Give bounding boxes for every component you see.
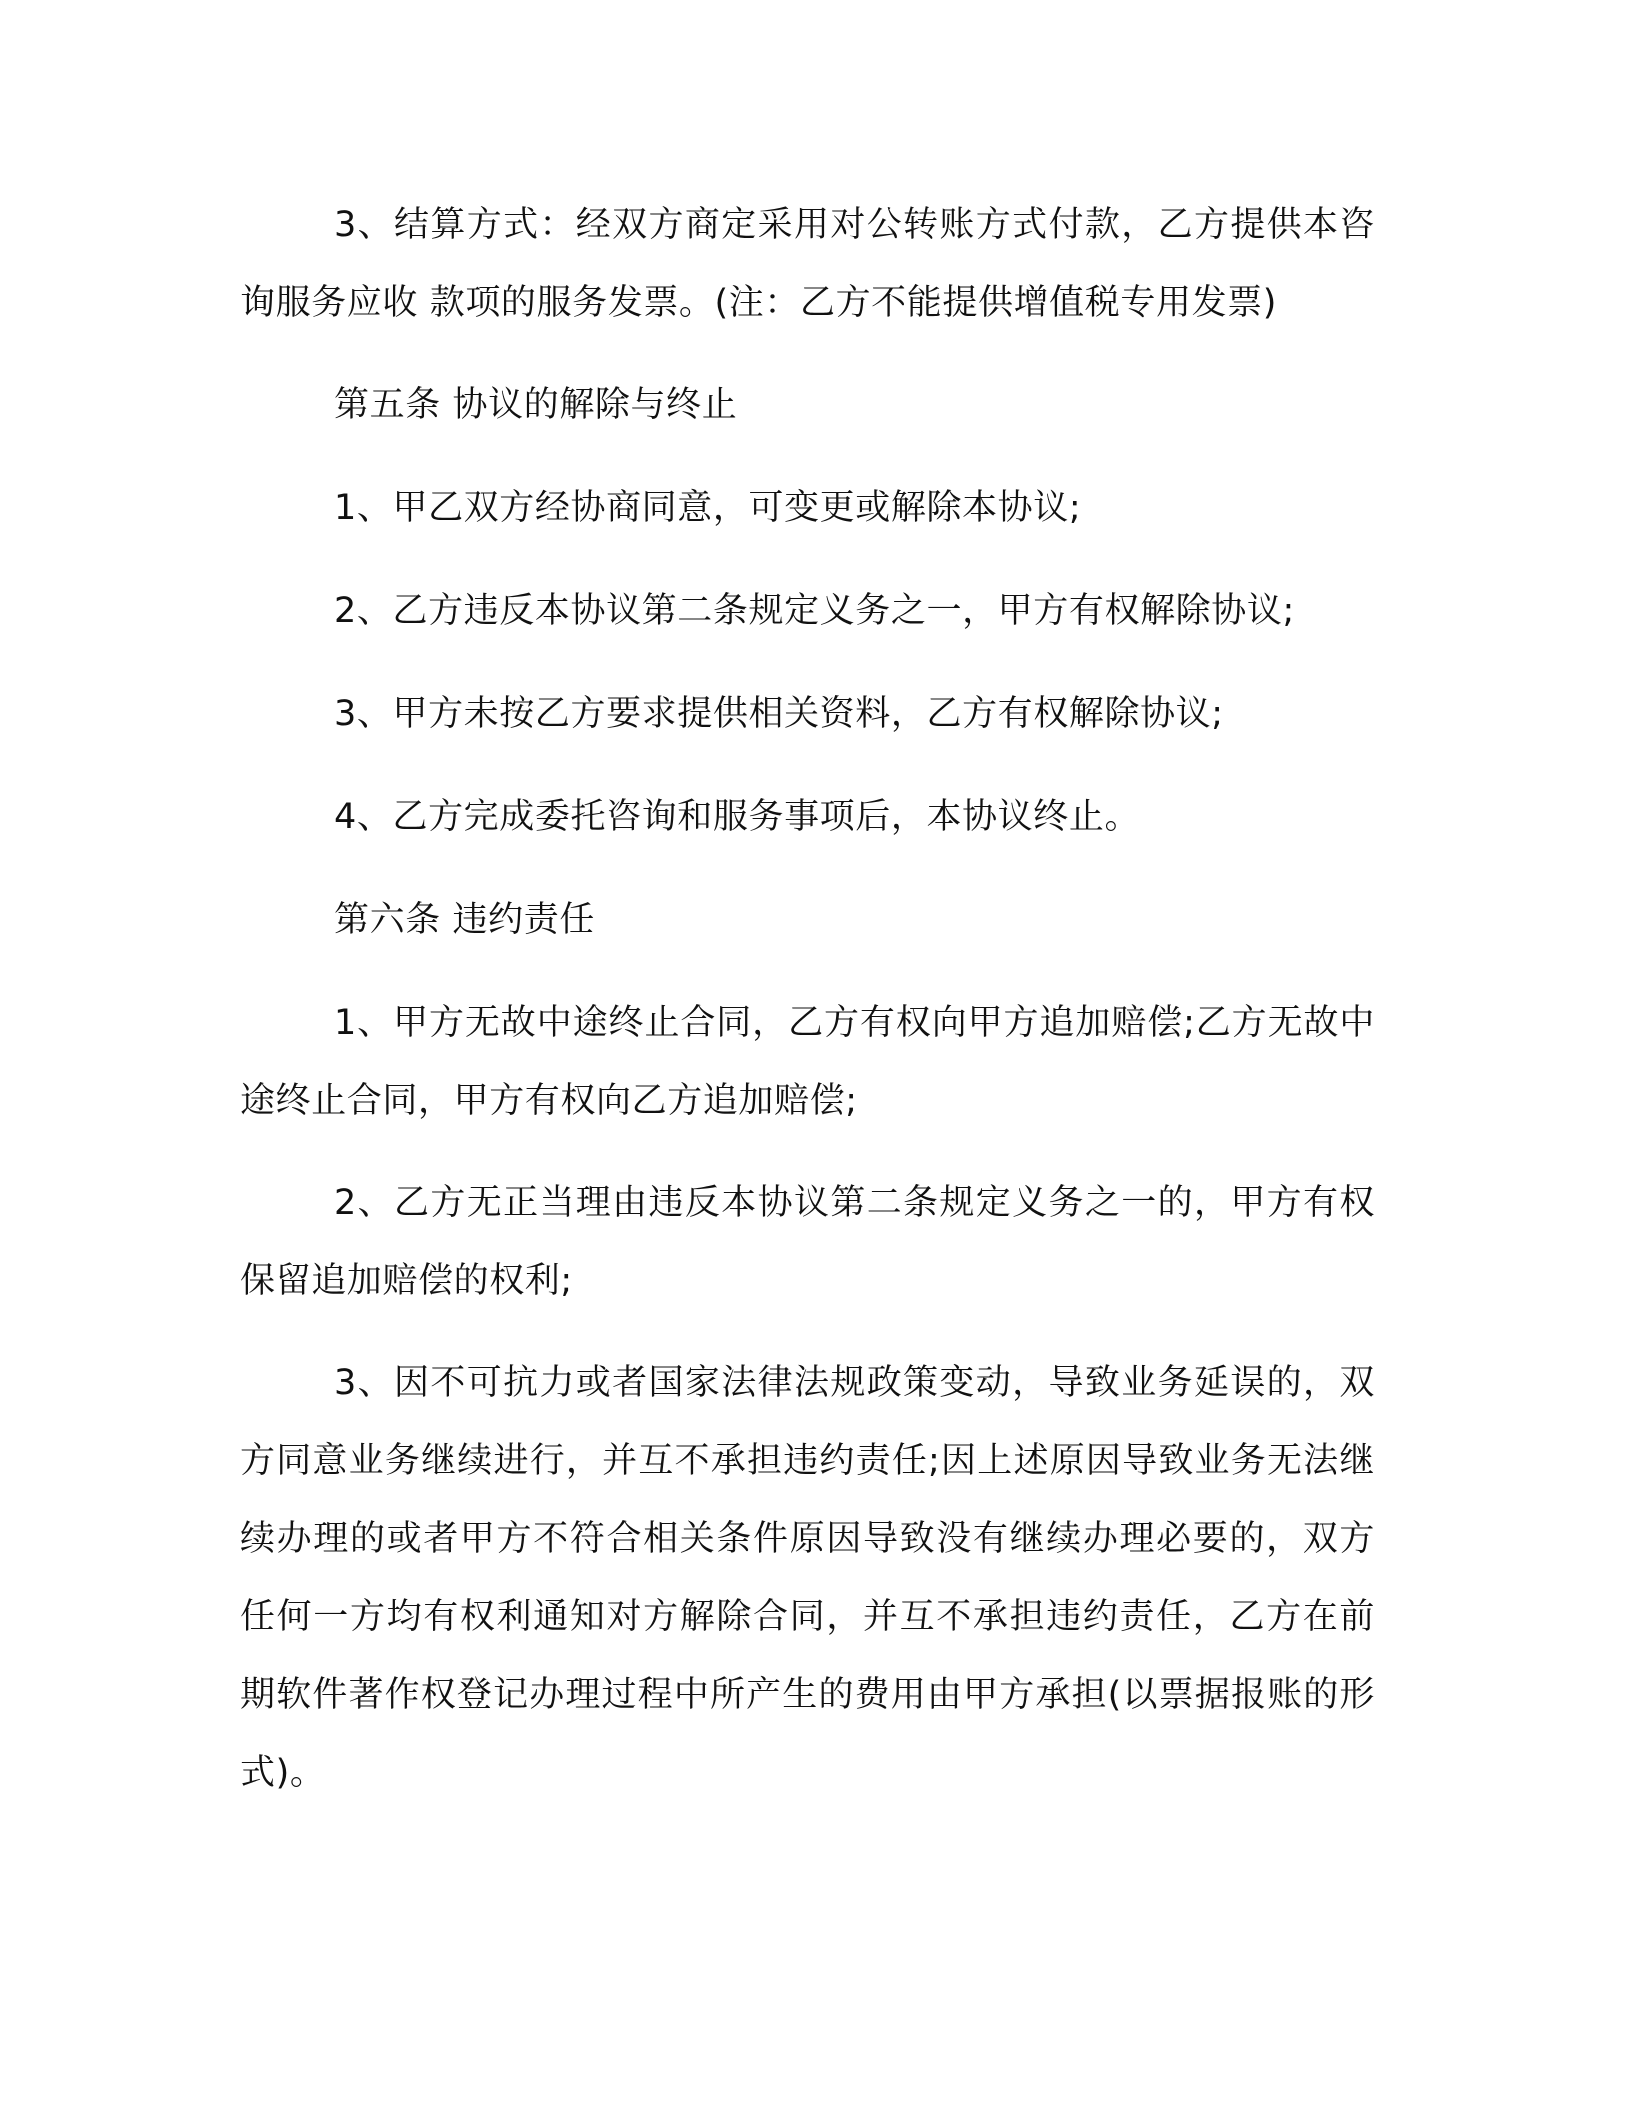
paragraph-art5-item1: 1、甲乙双方经协商同意，可变更或解除本协议; xyxy=(334,488,1082,528)
paragraph-settlement-clause: 3、结算方式：经双方商定采用对公转账方式付款，乙方提供本咨询服务应收 款项的服务发票。(注：乙方不能提供增值税专用发票) xyxy=(240,205,1375,323)
paragraph-art5-item4: 4、乙方完成委托咨询和服务事项后，本协议终止。 xyxy=(334,797,1141,837)
paragraph-art5-item2: 2、乙方违反本协议第二条规定义务之一，甲方有权解除协议; xyxy=(334,591,1295,631)
paragraph-art6-item2: 2、乙方无正当理由违反本协议第二条规定义务之一的，甲方有权保留追加赔偿的权利; xyxy=(240,1183,1375,1301)
paragraph-art5-item3: 3、甲方未按乙方要求提供相关资料，乙方有权解除协议; xyxy=(334,694,1224,734)
paragraph-art6-item3: 3、因不可抗力或者国家法律法规政策变动，导致业务延误的，双方同意业务继续进行，并互不承担违约责任;因上述原因导致业务无法继续办理的或者甲方不符合相关条件原因导致没有继续办理必要的，双方任何一方均有权利通知对方解除合同，并互不承担违约责任，乙方在前期软件著作权登记办理过程中所产生的费用由甲方承担(以票据报账的形式)。 xyxy=(240,1363,1375,1793)
paragraph-art6-item1: 1、甲方无故中途终止合同，乙方有权向甲方追加赔偿;乙方无故中途终止合同，甲方有权向乙方追加赔偿; xyxy=(240,1003,1375,1121)
article-6-heading: 第六条 违约责任 xyxy=(334,900,595,940)
document-page xyxy=(240,186,1375,1836)
article-5-heading: 第五条 协议的解除与终止 xyxy=(334,385,738,425)
